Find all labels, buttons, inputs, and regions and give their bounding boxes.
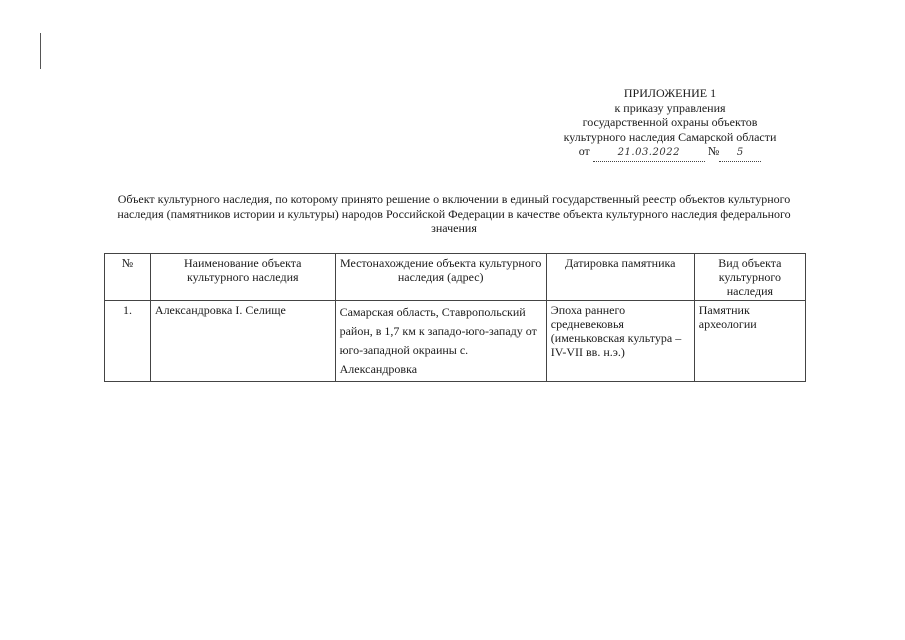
- table-header-row: [105, 254, 806, 301]
- handwritten-number: 5: [719, 146, 761, 162]
- heritage-table: [104, 253, 806, 382]
- cell-type: Памятник археологии: [694, 301, 805, 382]
- header-number: №: [105, 254, 151, 301]
- appendix-line-region: культурного наследия Самарской области: [563, 129, 777, 144]
- cell-address: Самарская область, Ставропольский район, в 1,7 км к западо-юго-западу от юго-западной окраины с. Александровка: [335, 301, 546, 382]
- margin-mark: [40, 33, 41, 69]
- header-type: Вид объекта культурного наследия: [694, 254, 805, 301]
- cell-number: 1.: [105, 301, 151, 382]
- appendix-header: [545, 86, 795, 162]
- header-name: Наименование объекта культурного наследия: [150, 254, 335, 301]
- number-prefix: №: [707, 144, 720, 158]
- handwritten-date: 21.03.2022: [593, 146, 705, 162]
- appendix-line-department: государственной охраны объектов: [582, 115, 758, 129]
- cell-dating: Эпоха раннего средневековья (именьковская культура – IV-VII вв. н.э.): [546, 301, 694, 382]
- appendix-title: ПРИЛОЖЕНИЕ 1: [623, 86, 717, 100]
- appendix-line-order: к приказу управления: [614, 100, 726, 115]
- date-prefix: от: [578, 144, 590, 158]
- document-title: Объект культурного наследия, по которому принято решение о включении в единый государственный реестр объектов культурного наследия (памятников истории и культуры) народов Российской Федерации в качестве объекта культурного наследия федерального значения: [117, 192, 791, 235]
- header-dating: Датировка памятника: [546, 254, 694, 301]
- header-address: Местонахождение объекта культурного наследия (адрес): [335, 254, 546, 301]
- appendix-date-line: [545, 144, 795, 162]
- table-row: [105, 301, 806, 382]
- cell-name: Александровка I. Селище: [150, 301, 335, 382]
